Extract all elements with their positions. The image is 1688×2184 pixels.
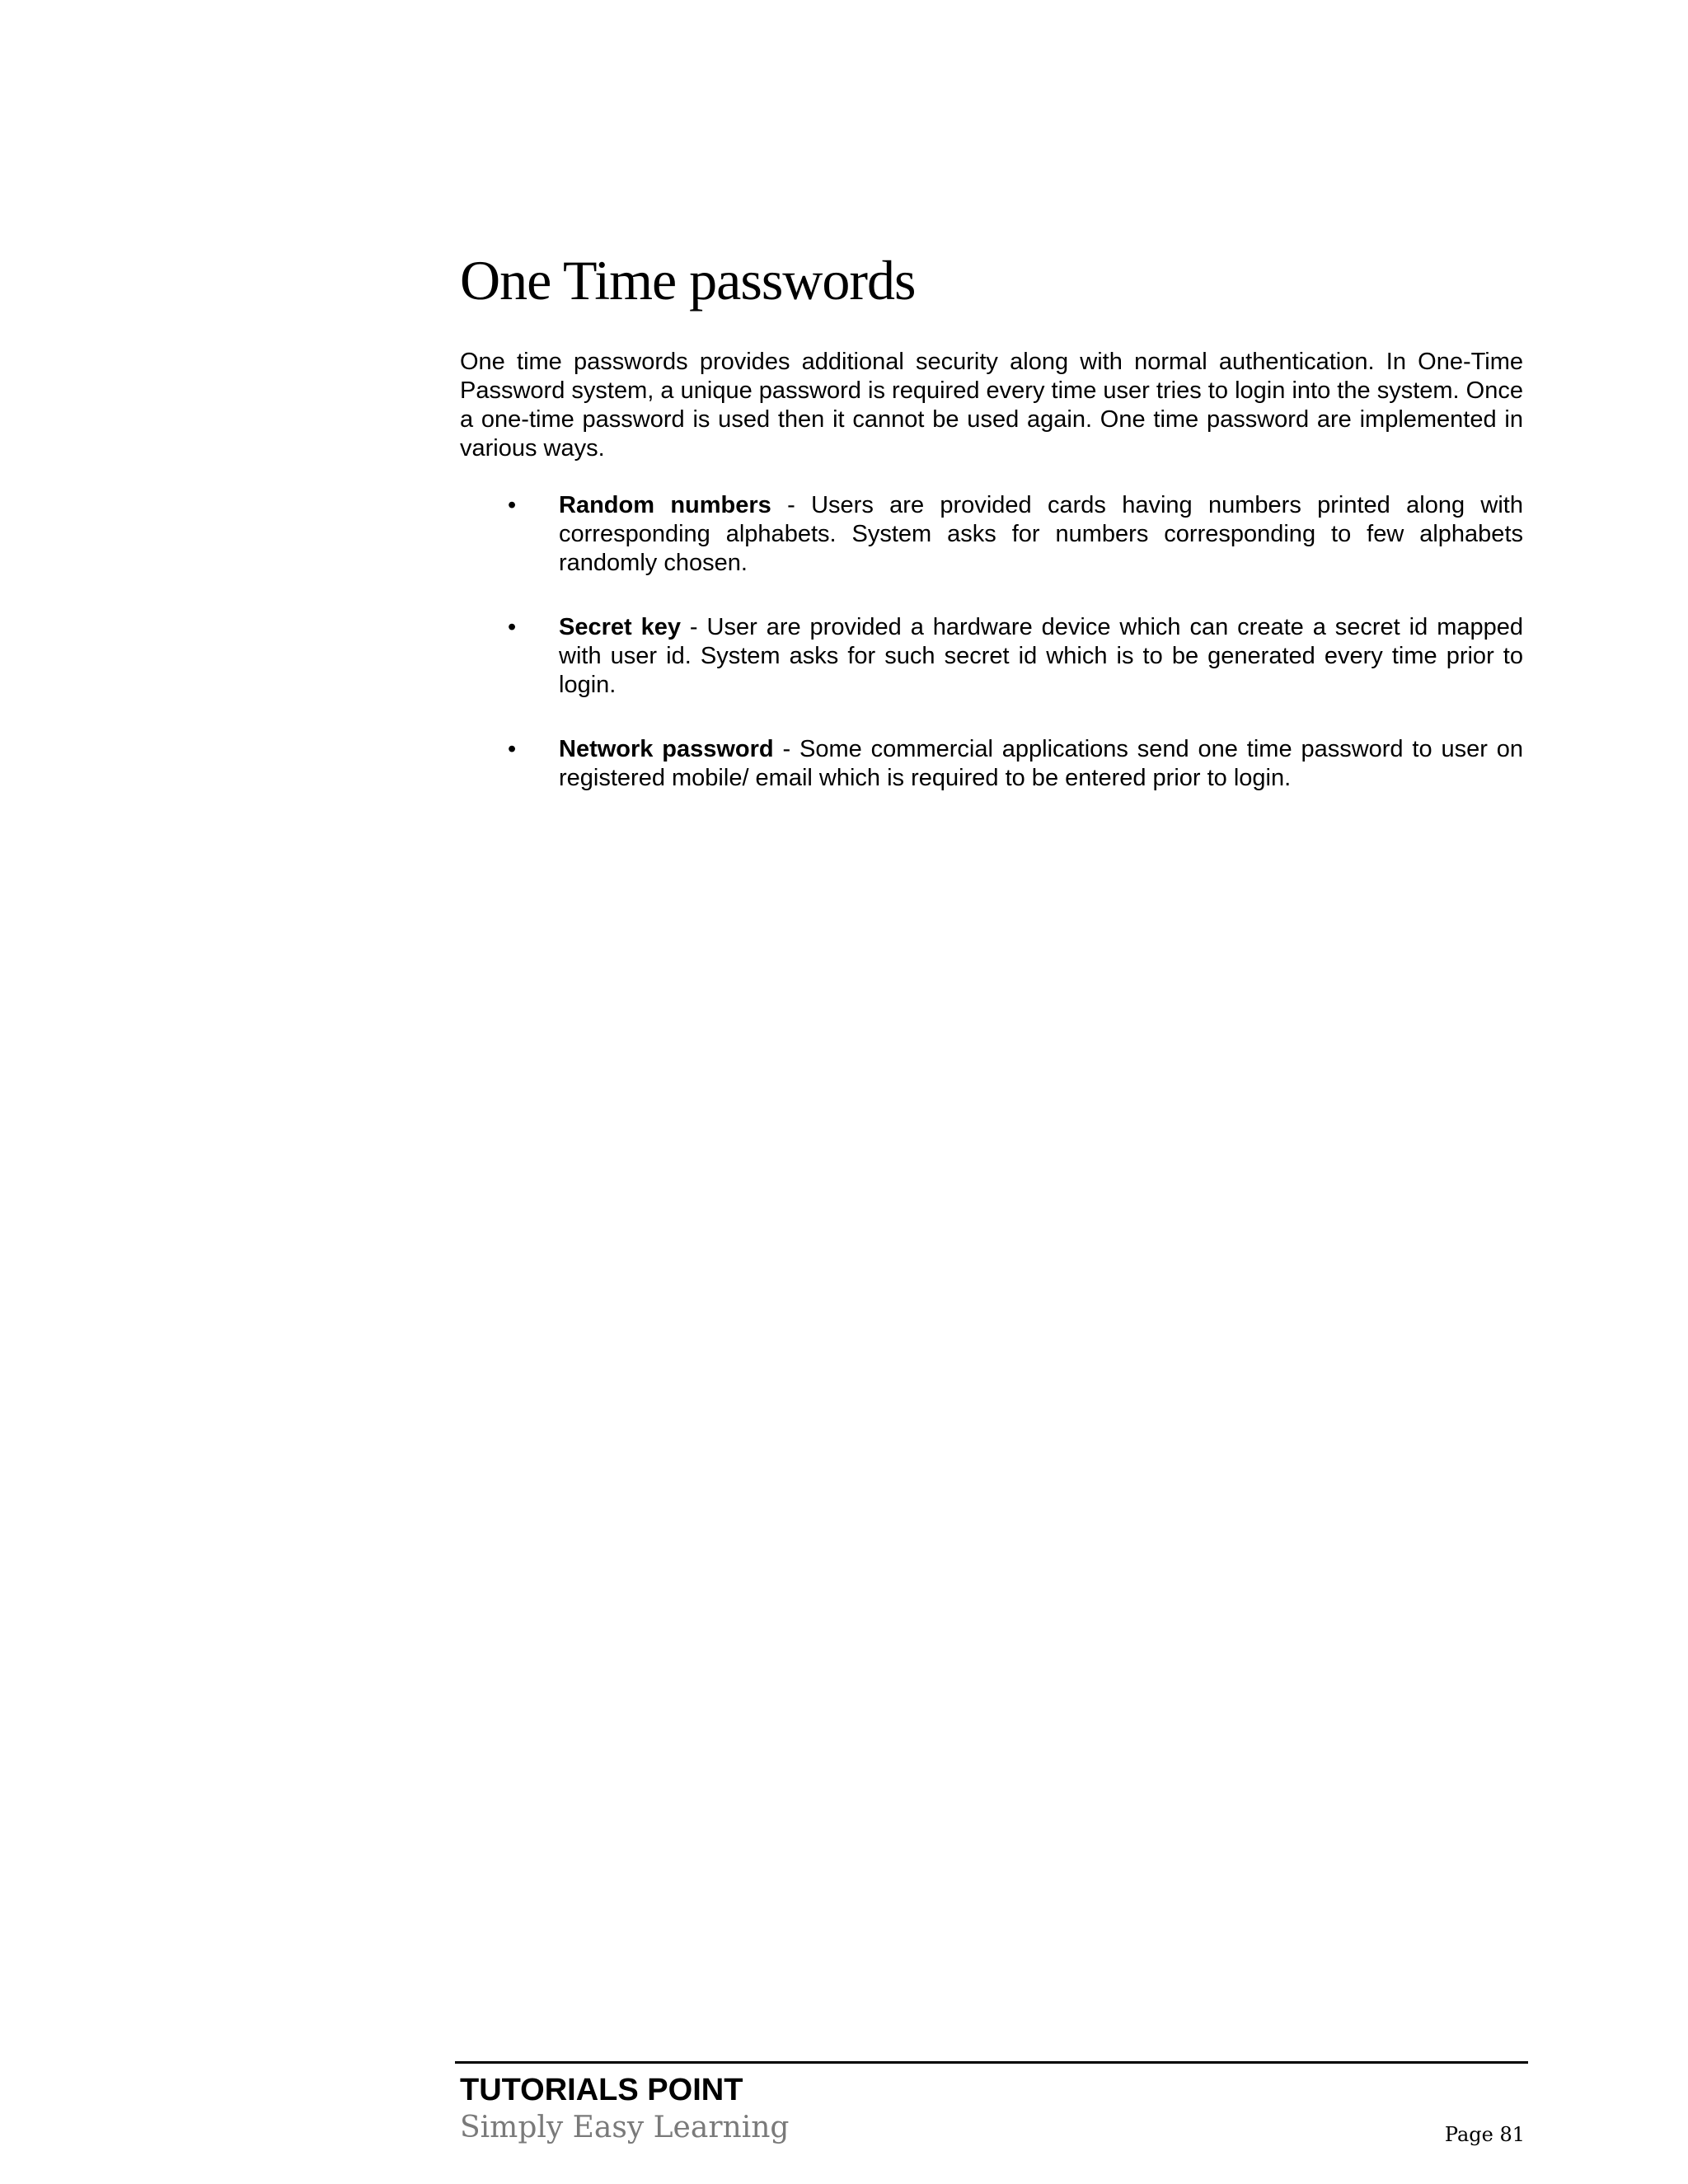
page-content	[460, 247, 1523, 828]
footer-brand: TUTORIALS POINT	[460, 2073, 743, 2107]
footer-tagline: Simply Easy Learning	[460, 2111, 790, 2144]
page-title: One Time passwords	[460, 249, 916, 312]
page-number: Page 81	[1444, 2123, 1525, 2146]
bullet-item-network-password	[460, 735, 1523, 793]
bullet-list	[460, 491, 1523, 793]
bullet-icon: •	[508, 613, 517, 640]
bullet-text: - Users are provided cards having numbers printed along with corresponding alphabets. System asks for numbers corresponding to few alphabets randomly chosen.	[559, 491, 1523, 576]
bullet-text: - User are provided a hardware device which can create a secret id mapped with user id. System asks for such secret id which is to be generated every time prior to login.	[559, 613, 1523, 698]
bullet-term: Network password	[559, 735, 774, 762]
bullet-term: Secret key	[559, 613, 681, 640]
intro-paragraph: One time passwords provides additional security along with normal authentication. In One-Time Password system, a unique password is required every time user tries to login into the system. Once a one-time password is used then it cannot be used again. One time password are implemented in various ways.	[460, 348, 1523, 462]
bullet-item-secret-key	[460, 613, 1523, 700]
bullet-icon: •	[508, 491, 517, 518]
bullet-text: - Some commercial applications send one time password to user on registered mobile/ email which is required to be entered prior to login.	[559, 735, 1524, 791]
footer-divider	[455, 2061, 1528, 2064]
bullet-item-random-numbers	[460, 491, 1523, 578]
bullet-term: Random numbers	[559, 491, 771, 518]
bullet-icon: •	[508, 735, 517, 762]
